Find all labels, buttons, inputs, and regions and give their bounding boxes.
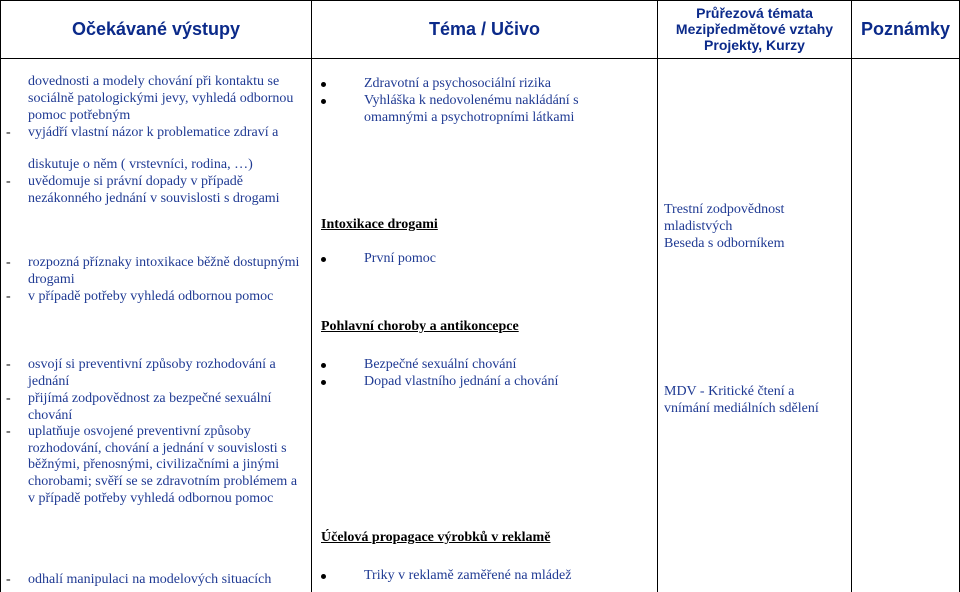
list-dash: - [6,125,11,140]
outcome-text: v případě potřeby vyhledá odbornou pomoc [28,491,274,506]
outcome-text: uplatňuje osvojené preventivní způsoby [28,424,251,439]
outcome-text: odhalí manipulaci na modelových situacích [28,572,272,587]
bullet-icon [321,99,326,104]
list-dash: - [6,289,11,304]
cross-topic-text: Beseda s odborníkem [664,236,785,251]
bullet-icon [321,82,326,87]
cross-topic-text: vnímání mediálních sdělení [664,401,819,416]
bullet-icon [321,363,326,368]
outcome-text: dovednosti a modely chování při kontaktu se [28,74,280,89]
header-cross-topics [658,2,851,56]
list-dash: - [6,357,11,372]
bullet-icon [321,380,326,385]
topic-item: Bezpečné sexuální chování [321,357,516,374]
topic-heading: Intoxikace drogami [321,217,438,232]
topic-item: Triky v reklamě zaměřené na mládež [321,568,571,585]
list-dash: - [6,424,11,439]
topic-heading: Účelová propagace výrobků v reklamě [321,530,551,545]
outcome-text: drogami [28,272,75,287]
outcome-text: rozpozná příznaky intoxikace běžně dostupnými [28,255,300,270]
column-divider-1 [311,0,312,592]
outcome-text: v případě potřeby vyhledá odbornou pomoc [28,289,274,304]
outcome-text: chování [28,408,73,423]
header-topic: Téma / Učivo [428,18,541,39]
list-dash: - [6,572,11,587]
outcome-text: vyjádří vlastní názor k problematice zdraví a [28,125,279,140]
outcome-text: osvojí si preventivní způsoby rozhodování a [28,357,276,372]
cross-topic-text: mladistvých [664,219,733,234]
bullet-icon [321,257,326,262]
topic-item-continued: omamnými a psychotropními látkami [364,110,575,125]
topic-item: Zdravotní a psychosociální rizika [321,76,551,93]
header-notes: Poznámky [860,18,951,39]
list-dash: - [6,174,11,189]
outcome-text: uvědomuje si právní dopady v případě [28,174,244,189]
outcome-text: nezákonného jednání v souvislosti s drogami [28,191,280,206]
list-dash: - [6,255,11,270]
topic-item: Vyhláška k nedovolenému nakládání s [321,93,579,110]
header-cross-topics-line2: Mezipředmětové vztahy [675,21,834,37]
cross-topic-text: MDV - Kritické čtení a [664,384,795,399]
topic-item: První pomoc [321,251,436,268]
outcome-text: rozhodování, chování a jednání v souvislosti s [28,441,287,456]
header-divider [0,58,960,59]
outcome-text: pomoc potřebným [28,108,131,123]
topic-item: Dopad vlastního jednání a chování [321,374,558,391]
cross-topic-text: Trestní zodpovědnost [664,202,785,217]
header-cross-topics-line1: Průřezová témata [696,5,813,21]
outcome-text: chorobami; svěří se se zdravotním problémem a [28,474,298,489]
column-divider-3 [851,0,852,592]
column-divider-2 [657,0,658,592]
outcome-text: diskutuje o něm ( vrstevníci, rodina, …) [28,157,253,172]
bullet-icon [321,574,326,579]
topic-heading: Pohlavní choroby a antikoncepce [321,319,519,334]
outcome-text: běžnými, přenosnými, civilizačními a jinými [28,457,280,472]
outcome-text: přijímá zodpovědnost za bezpečné sexuální [28,391,272,406]
list-dash: - [6,391,11,406]
header-cross-topics-line3: Projekty, Kurzy [704,37,805,53]
header-expected-outcomes: Očekávané výstupy [71,18,241,39]
table-border-top [0,0,960,1]
table-border-left [0,0,1,592]
outcome-text: jednání [28,374,70,389]
outcome-text: sociálně patologickými jevy, vyhledá odbornou [28,91,294,106]
